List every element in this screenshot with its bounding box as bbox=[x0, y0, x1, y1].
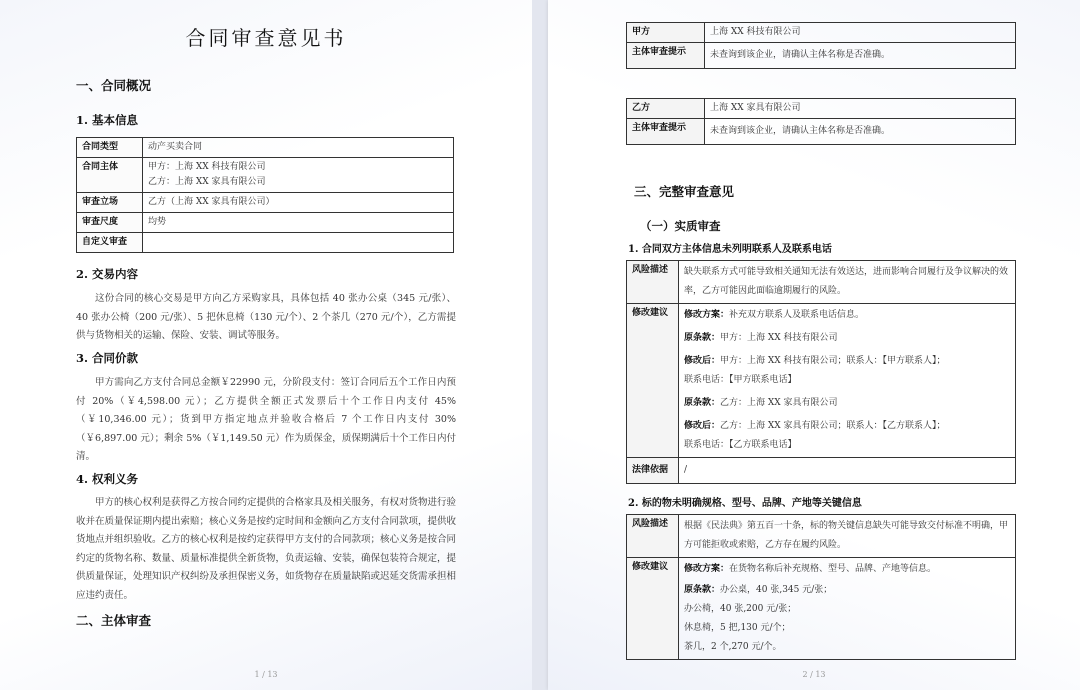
table-row bbox=[77, 158, 454, 193]
table-value: 上海 XX 科技有限公司 bbox=[705, 23, 1016, 43]
table-row bbox=[77, 233, 454, 253]
table-row bbox=[77, 193, 454, 213]
section-heading-overview: 一、合同概况 bbox=[76, 78, 152, 93]
table-key: 乙方 bbox=[627, 99, 705, 119]
table-value: / bbox=[679, 458, 1016, 484]
table-row bbox=[627, 558, 1016, 660]
subheading-basic-info: 1. 基本信息 bbox=[76, 113, 139, 127]
table-value: 未查询到该企业，请确认主体名称是否准确。 bbox=[705, 43, 1016, 69]
table-value: 动产买卖合同 bbox=[143, 138, 454, 158]
table-key: 主体审查提示 bbox=[627, 43, 705, 69]
issue-1-table bbox=[626, 260, 1016, 484]
table-row bbox=[627, 43, 1016, 69]
table-value: 根据《民法典》第五百一十条，标的物关键信息缺失可能导致交付标准不明确，甲方可能拒收或索赔，乙方存在履约风险。 bbox=[679, 515, 1016, 558]
table-row bbox=[627, 23, 1016, 43]
table-row bbox=[627, 515, 1016, 558]
subheading-rights: 4. 权利义务 bbox=[76, 472, 139, 486]
section-heading-review: 三、完整审查意见 bbox=[634, 184, 735, 199]
table-key: 审查立场 bbox=[77, 193, 143, 213]
table-key: 合同类型 bbox=[77, 138, 143, 158]
subheading-price: 3. 合同价款 bbox=[76, 351, 139, 365]
table-row bbox=[77, 138, 454, 158]
table-value: 均势 bbox=[143, 213, 454, 233]
table-value: 缺失联系方式可能导致相关通知无法有效送达，进而影响合同履行及争议解决的效率，乙方可能因此面临逾期履行的风险。 bbox=[679, 261, 1016, 304]
table-value: 修改方案：在货物名称后补充规格、型号、品牌、产地等信息。 原条款：办公桌，40 张,345 元/张； 办公椅，40 张,200 元/张； 休息椅，5 把,130 元/个； 茶几，2 个,270 元/个。 bbox=[679, 558, 1016, 660]
paragraph-price: 甲方需向乙方支付合同总金额￥22990 元，分阶段支付：签订合同后五个工作日内预付 20%（￥4,598.00 元）；乙方提供全额正式发票后十个工作日内支付 45%（￥10,346.00 元）；货到甲方指定地点并验收合格后 7 个工作日内支付 30%（￥6,897.00 元）；剩余 5%（￥1,149.50 元）作为质保金，质保期满后十个工作日内付清。 bbox=[76, 377, 456, 462]
table-value: 上海 XX 家具有限公司 bbox=[705, 99, 1016, 119]
document-title: 合同审查意见书 bbox=[185, 26, 347, 50]
table-value: 乙方（上海 XX 家具有限公司） bbox=[143, 193, 454, 213]
issue-1-title: 1. 合同双方主体信息未列明联系人及联系电话 bbox=[628, 244, 832, 255]
table-key: 风险描述 bbox=[627, 515, 679, 558]
page-gap bbox=[532, 0, 548, 690]
table-row bbox=[627, 304, 1016, 458]
paragraph-rights: 甲方的核心权利是获得乙方按合同约定提供的合格家具及相关服务，有权对货物进行验收并在质量保证期内提出索赔；核心义务是按约定时间和金额向乙方支付合同款项，提供收货地点并组织验收。乙方的核心权利是按约定获得甲方支付的合同款项；核心义务是按合同约定的货物名称、数量、质量标准提供全新货物，负责运输、安装，确保包装符合规定，提供质量保证，处理知识产权纠纷及承担保密义务，如货物存在质量缺陷或迟延交货需承担相应违约责任。 bbox=[76, 497, 457, 601]
table-row bbox=[627, 261, 1016, 304]
page-number: 1 / 13 bbox=[254, 670, 278, 679]
table-key: 合同主体 bbox=[77, 158, 143, 193]
party-b-table bbox=[626, 98, 1016, 145]
table-row bbox=[77, 213, 454, 233]
subheading-transaction: 2. 交易内容 bbox=[76, 267, 139, 281]
table-row bbox=[627, 119, 1016, 145]
table-key: 修改建议 bbox=[627, 558, 679, 660]
table-value bbox=[143, 233, 454, 253]
table-key: 自定义审查 bbox=[77, 233, 143, 253]
issue-2-table bbox=[626, 514, 1016, 660]
page-number: 2 / 13 bbox=[802, 670, 826, 679]
table-key: 甲方 bbox=[627, 23, 705, 43]
document-page-2 bbox=[548, 0, 1080, 690]
table-key: 主体审查提示 bbox=[627, 119, 705, 145]
paragraph-transaction: 这份合同的核心交易是甲方向乙方采购家具，具体包括 40 张办公桌（345 元/张）、40 张办公椅（200 元/张）、5 把休息椅（130 元/个）、2 个茶几（270 元/个），乙方需提供与货物相关的运输、保险、安装、调试等服务。 bbox=[76, 293, 456, 341]
subheading-substantive: （一）实质审查 bbox=[640, 219, 721, 233]
party-a-table bbox=[626, 22, 1016, 69]
document-page-1 bbox=[0, 0, 532, 690]
table-key: 审查尺度 bbox=[77, 213, 143, 233]
basic-info-table bbox=[76, 137, 454, 253]
table-key: 风险描述 bbox=[627, 261, 679, 304]
issue-2-title: 2. 标的物未明确规格、型号、品牌、产地等关键信息 bbox=[628, 498, 862, 509]
table-key: 法律依据 bbox=[627, 458, 679, 484]
table-key: 修改建议 bbox=[627, 304, 679, 458]
table-row bbox=[627, 458, 1016, 484]
table-value: 甲方：上海 XX 科技有限公司 乙方：上海 XX 家具有限公司 bbox=[143, 158, 454, 193]
table-value: 未查询到该企业，请确认主体名称是否准确。 bbox=[705, 119, 1016, 145]
section-heading-subject: 二、主体审查 bbox=[76, 613, 152, 628]
table-value: 修改方案：补充双方联系人及联系电话信息。 原条款：甲方：上海 XX 科技有限公司 修改后：甲方：上海 XX 科技有限公司；联系人：【甲方联系人】； 联系电话：【甲方联系电话】 原条款：乙方：上海 XX 家具有限公司 修改后：乙方：上海 XX 家具有限公司；联系人：【乙方联系人】； 联系电话：【乙方联系电话】 bbox=[679, 304, 1016, 458]
table-row bbox=[627, 99, 1016, 119]
